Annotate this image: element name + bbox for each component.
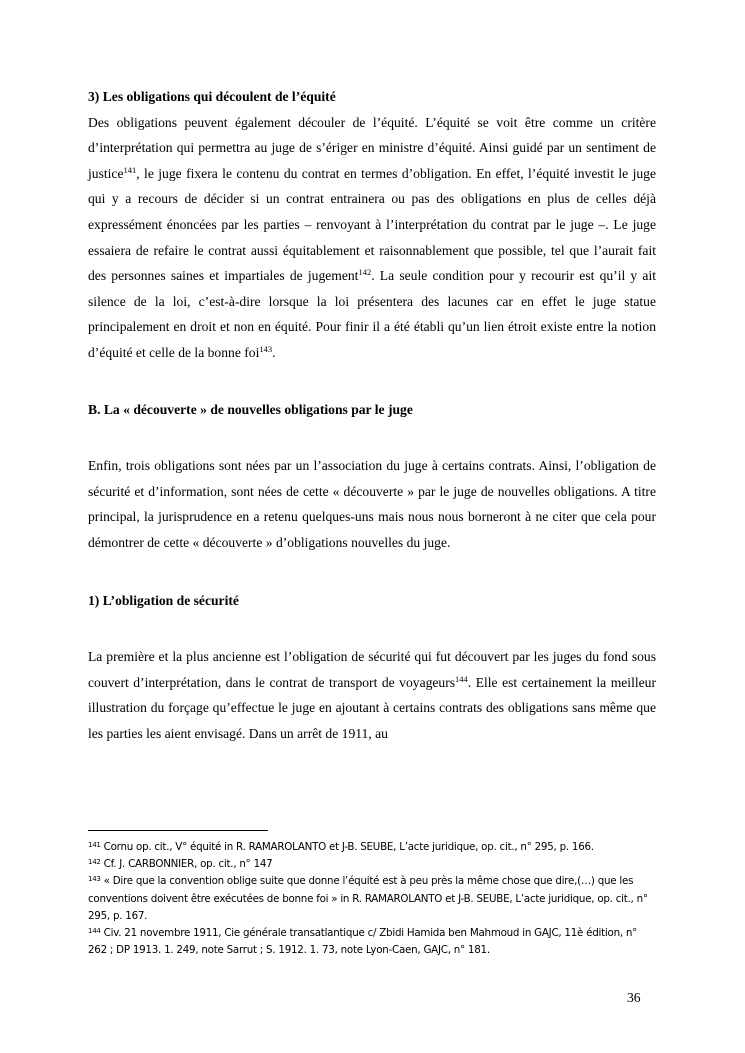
footnote-number: 142 [88,858,101,867]
footnote-143 [88,873,658,925]
paragraph-securite-text-2: . Elle est certainement la meilleur illustration du forçage qu’effectue le juge en ajoutant à certains contrats des obligations sans même que les parties les aient envisagé. Dans un arrêt de 1911, au [88,674,656,741]
page-number: 36 [627,990,641,1005]
footnote-ref-142[interactable]: 142 [358,267,372,278]
footnote-141 [88,839,658,856]
footnote-142 [88,856,658,873]
footnote-number: 141 [88,841,101,849]
section-heading-decouverte: B. La « découverte » de nouvelles obligations par le juge [88,401,413,417]
section-heading-equite: 3) Les obligations qui découlent de l’équité [88,89,336,104]
footnotes [88,839,658,959]
paragraph-equite [88,110,656,366]
section-heading-securite: 1) L’obligation de sécurité [88,592,239,608]
footnote-ref-143[interactable]: 143 [259,343,273,354]
footnote-ref-141[interactable]: 141 [123,164,137,175]
footnote-number: 144 [88,927,101,936]
paragraph-securite [88,644,656,746]
footnote-text: « Dire que la convention oblige suite que donne l’équité est à peu près la même chose que dire,(…) que les conventions doivent être exécutées de bonne foi » in R. RAMAROLANTO et J-B. SEUBE, L’acte juridique, op. cit., n° 295, p. 167. [88,875,648,922]
footnote-separator [88,830,268,831]
footnote-text: Civ. 21 novembre 1911, Cie générale transatlantique c/ Zbidi Hamida ben Mahmoud in GAJC, 11è édition, n° 262 ; DP 1913. 1. 249, note Sarrut ; S. 1912. 1. 73, note Lyon-Caen, GAJC, n° 181. [88,927,638,957]
body-content [88,84,656,746]
paragraph-decouverte: Enfin, trois obligations sont nées par un l’association du juge à certains contrats. Ainsi, l’obligation de sécurité et d’information, sont nées de cette « découverte » par le juge de nouvelles obligations. A titre principal, la jurisprudence en a retenu quelques-uns mais nous nous borneront à ne citer que cela pour démontrer de cette « découverte » d’obligations nouvelles du juge. [88,458,656,550]
paragraph-equite-text-4: . [272,344,276,360]
footnote-text: Cornu op. cit., V° équité in R. RAMAROLANTO et J-B. SEUBE, L’acte juridique, op. cit., n° 295, p. 166. [100,841,594,853]
paragraph-securite-text-1: La première et la plus ancienne est l’obligation de sécurité qui fut découvert par les juges du fond sous couvert d’interprétation, dans le contrat de transport de voyageurs [88,649,656,690]
paragraph-equite-text-3: . La seule condition pour y recourir est qu’il y ait silence de la loi, c’est-à-dire lorsque la loi présentera des lacunes car en effet le juge statue principalement en droit et non en équité. Pour finir il a été établi qu’un lien étroit existe entre la notion d’équité et celle de la bonne foi [88,268,657,360]
footnote-text: Cf. J. CARBONNIER, op. cit., n° 147 [100,858,273,871]
footnote-ref-144[interactable]: 144 [455,673,468,684]
footnote-144 [88,925,658,959]
paragraph-equite-text-1: Des obligations peuvent également découler de l’équité. L’équité se voit être comme un critère d’interprétation qui permettra au juge de s’ériger en ministre d’équité. Ainsi guidé par un sentiment de justice [88,114,656,181]
footnote-number: 143 [88,875,101,884]
paragraph-equite-text-2: , le juge fixera le contenu du contrat en termes d’obligation. En effet, l’équité investit le juge qui y a recours de décider si un contrat entrainera ou pas des obligations en plus de celles déjà expressément énoncées par les parties – renvoyant à l’interprétation du contrat par le juge –. Le juge essaiera de refaire le contrat aussi équitablement et raisonnablement que possible, tel que l’aurait fait des personnes saines et impartiales de jugement [88,165,656,284]
